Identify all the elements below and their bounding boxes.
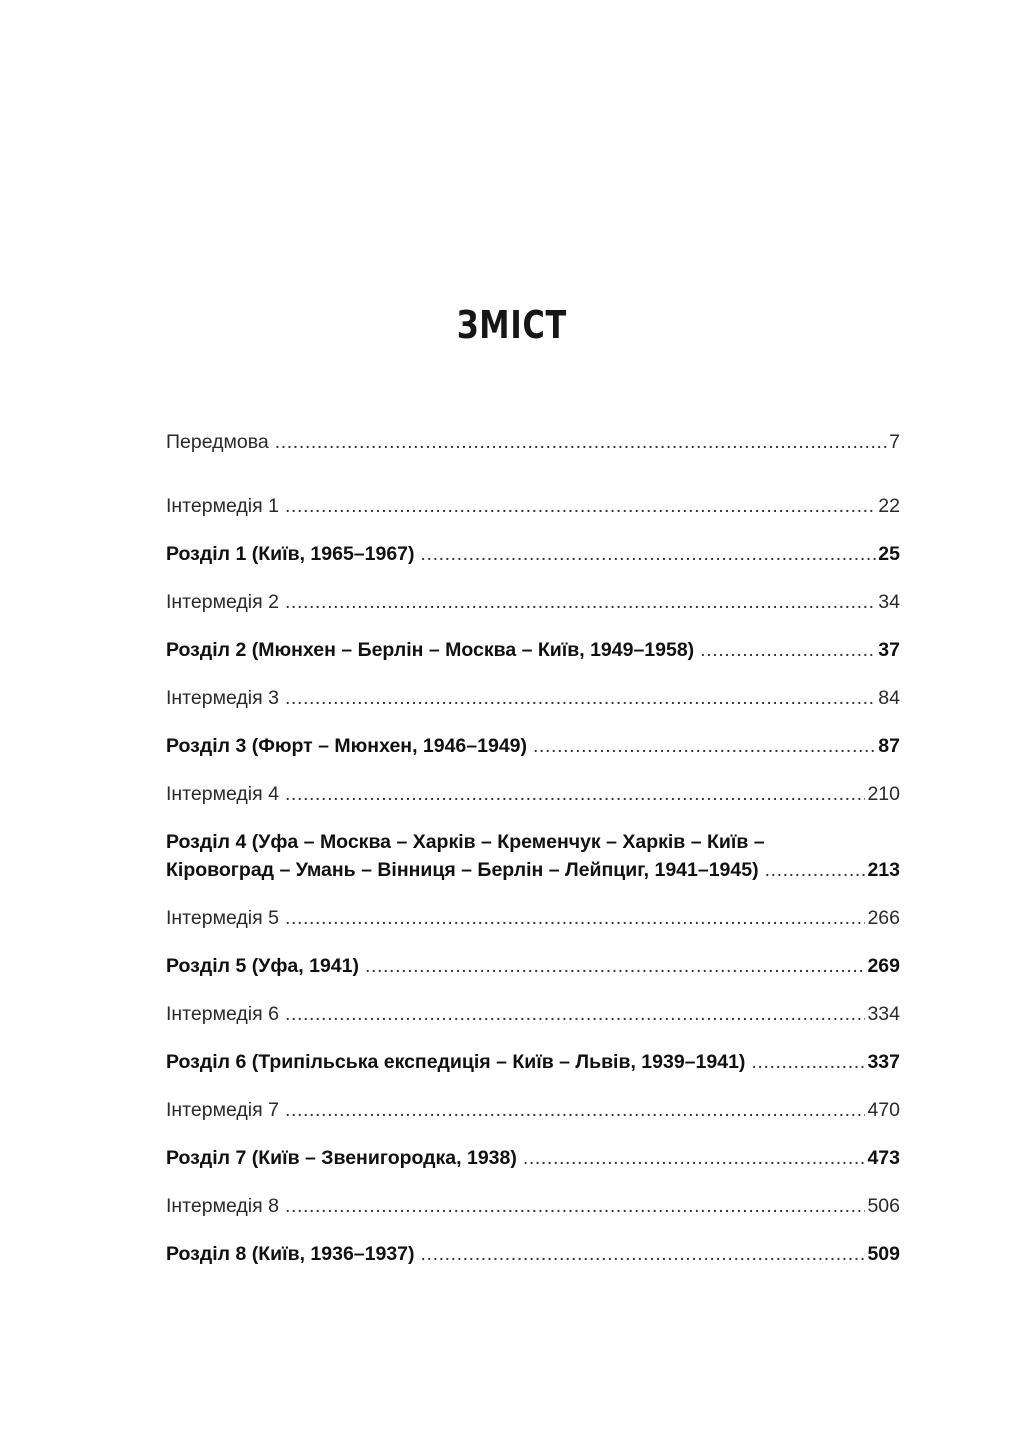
- toc-entry-page: 269: [867, 955, 900, 977]
- dot-leader: [421, 1240, 866, 1268]
- toc-entry-page: 84: [878, 687, 900, 709]
- dot-leader: [285, 1000, 866, 1028]
- dot-leader: [285, 684, 876, 712]
- toc-entry-page: 470: [867, 1099, 900, 1121]
- toc-entry-chapter-3[interactable]: [166, 732, 900, 760]
- toc-entry-page: 210: [867, 783, 900, 805]
- toc-entry-page: 473: [867, 1147, 900, 1169]
- dot-leader: [285, 904, 866, 932]
- toc-entry-title: Інтермедія 2: [166, 591, 279, 613]
- toc-entry-title: Розділ 5 (Уфа, 1941): [166, 955, 359, 977]
- toc-entry-page: 25: [878, 543, 900, 565]
- toc-entry-title: Розділ 8 (Київ, 1936–1937): [166, 1243, 415, 1265]
- dot-leader: [285, 492, 876, 520]
- toc-entry-chapter-5[interactable]: [166, 952, 900, 980]
- toc-entry-title: Розділ 3 (Фюрт – Мюнхен, 1946–1949): [166, 735, 527, 757]
- dot-leader: [421, 540, 877, 568]
- dot-leader: [275, 428, 887, 456]
- toc-entry-title: Розділ 6 (Трипільська експедиція – Київ – Львів, 1939–1941): [166, 1051, 746, 1073]
- toc-entry-intermedia-1[interactable]: [166, 492, 900, 520]
- toc-entry-title: Інтермедія 3: [166, 687, 279, 709]
- toc-entry-intermedia-4[interactable]: [166, 780, 900, 808]
- toc-entry-title: Інтермедія 8: [166, 1195, 279, 1217]
- toc-entry-intermedia-5[interactable]: [166, 904, 900, 932]
- toc-entry-page: 37: [878, 639, 900, 661]
- toc-entry-title: Передмова: [166, 431, 269, 453]
- toc-entry-page: 87: [878, 735, 900, 757]
- toc-entry-page: 213: [867, 859, 900, 881]
- dot-leader: [751, 1048, 865, 1076]
- dot-leader: [285, 588, 876, 616]
- toc-entry-title: Інтермедія 7: [166, 1099, 279, 1121]
- toc-entry-chapter-7[interactable]: [166, 1144, 900, 1172]
- dot-leader: [700, 636, 876, 664]
- toc-entry-page: 266: [867, 907, 900, 929]
- toc-entry-title: Розділ 1 (Київ, 1965–1967): [166, 543, 415, 565]
- dot-leader: [533, 732, 876, 760]
- toc-entry-title: Розділ 7 (Київ – Звенигородка, 1938): [166, 1147, 517, 1169]
- toc-entry-foreword[interactable]: [166, 428, 900, 456]
- toc-entry-title: Інтермедія 4: [166, 783, 279, 805]
- toc-entry-chapter-6[interactable]: [166, 1048, 900, 1076]
- toc-entry-title: Інтермедія 6: [166, 1003, 279, 1025]
- toc-entry-chapter-2[interactable]: [166, 636, 900, 664]
- toc-entry-chapter-1[interactable]: [166, 540, 900, 568]
- toc-entry-intermedia-3[interactable]: [166, 684, 900, 712]
- toc-entry-chapter-8[interactable]: [166, 1240, 900, 1268]
- dot-leader: [765, 856, 866, 884]
- toc-entry-page: 7: [889, 431, 900, 453]
- toc-entry-title: Інтермедія 5: [166, 907, 279, 929]
- toc-entry-title-line2: Кіровоград – Умань – Вінниця – Берлін – Лейпциг, 1941–1945): [166, 859, 759, 881]
- toc-entry-intermedia-2[interactable]: [166, 588, 900, 616]
- dot-leader: [365, 952, 865, 980]
- toc-entry-page: 34: [878, 591, 900, 613]
- toc-entry-title-line1: Розділ 4 (Уфа – Москва – Харків – Кременчук – Харків – Київ –: [166, 831, 765, 853]
- toc-entry-intermedia-6[interactable]: [166, 1000, 900, 1028]
- toc-entry-page: 337: [867, 1051, 900, 1073]
- dot-leader: [285, 1096, 866, 1124]
- dot-leader: [285, 780, 866, 808]
- toc-entry-title: Розділ 2 (Мюнхен – Берлін – Москва – Київ, 1949–1958): [166, 639, 695, 661]
- toc-entry-chapter-4[interactable]: [166, 828, 900, 884]
- toc-entry-page: 334: [867, 1003, 900, 1025]
- page-title: ЗМІСТ: [456, 303, 568, 347]
- dot-leader: [523, 1144, 866, 1172]
- toc-entry-page: 22: [878, 495, 900, 517]
- toc-entry-page: 506: [867, 1195, 900, 1217]
- toc-entry-page: 509: [867, 1243, 900, 1265]
- dot-leader: [285, 1192, 866, 1220]
- toc-entry-intermedia-7[interactable]: [166, 1096, 900, 1124]
- toc-entry-title: Інтермедія 1: [166, 495, 279, 517]
- toc-entry-intermedia-8[interactable]: [166, 1192, 900, 1220]
